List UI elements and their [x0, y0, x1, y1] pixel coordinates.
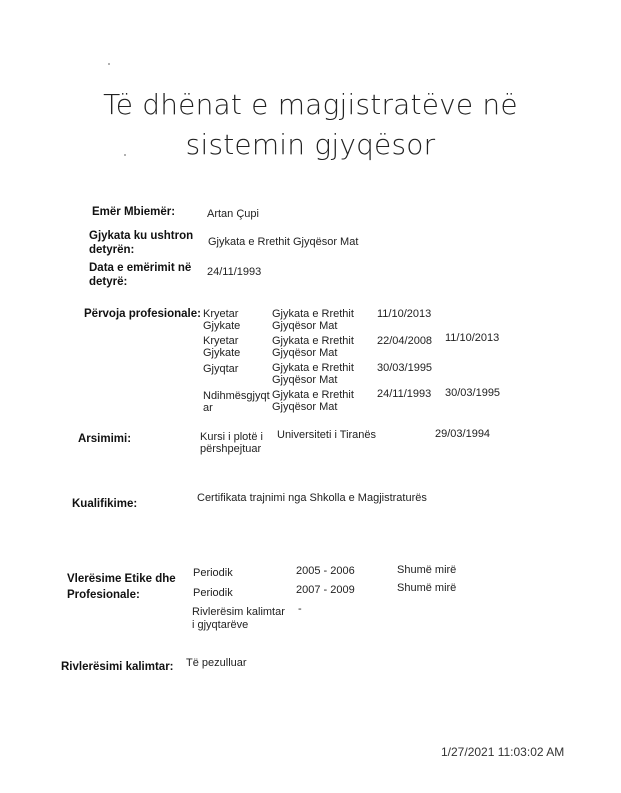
- qualifications-label: Kualifikime:: [72, 498, 138, 510]
- evaluation-period: 2007 - 2009: [296, 584, 355, 596]
- evaluation-period: 2005 - 2006: [296, 565, 355, 577]
- evaluation-type: Periodik: [193, 567, 233, 579]
- experience-from-date: 24/11/1993: [377, 388, 432, 400]
- education-institution: Universiteti i Tiranës: [277, 429, 377, 441]
- page-title-line-1: Të dhënat e magjistratëve në: [103, 88, 518, 121]
- experience-role-line-1: Gjyqtar: [203, 363, 239, 375]
- reevaluation-value: Të pezulluar: [186, 657, 247, 669]
- education-date: 29/03/1994: [435, 428, 491, 440]
- experience-role-line-2: Gjykate: [203, 347, 241, 359]
- education-label: Arsimimi:: [78, 433, 132, 445]
- name-label: Emër Mbiemër:: [92, 206, 176, 218]
- experience-role-line-2: ar: [203, 402, 213, 414]
- experience-role-line-1: Kryetar: [203, 308, 239, 320]
- page-title-line-2: sistemin gjyqësor: [185, 128, 436, 161]
- evaluation-grade: Shumë mirë: [397, 582, 457, 594]
- print-timestamp: 1/27/2021 11:03:02 AM: [441, 745, 565, 759]
- experience-court-line-2: Gjyqësor Mat: [272, 347, 338, 359]
- evaluation-grade: Shumë mirë: [397, 564, 457, 576]
- appointment-label-line-2: detyrë:: [89, 276, 128, 288]
- evaluations-label-line-2: Profesionale:: [67, 589, 140, 601]
- experience-role-line-1: Kryetar: [203, 335, 239, 347]
- reevaluation-type-line-2: i gjyqtarëve: [192, 619, 249, 631]
- experience-from-date: 30/03/1995: [377, 362, 433, 374]
- court-label-line-1: Gjykata ku ushtron: [89, 230, 194, 242]
- experience-court-line-1: Gjykata e Rrethit: [272, 362, 354, 374]
- evaluations-label-line-1: Vlerësime Etike dhe: [67, 573, 176, 585]
- experience-court-line-1: Gjykata e Rrethit: [272, 335, 354, 347]
- experience-court-line-1: Gjykata e Rrethit: [272, 389, 354, 401]
- education-course-line-1: Kursi i plotë i: [200, 431, 263, 443]
- experience-court-line-2: Gjyqësor Mat: [272, 374, 338, 386]
- name-value: Artan Çupi: [207, 208, 259, 220]
- experience-label: Përvoja profesionale:: [84, 308, 201, 320]
- experience-role-line-1: Ndihmësgjyqt: [203, 390, 270, 402]
- experience-role-line-2: Gjykate: [203, 320, 241, 332]
- education-course-line-2: përshpejtuar: [200, 443, 262, 455]
- appointment-label-line-1: Data e emërimit në: [89, 262, 192, 274]
- scan-speck: [108, 63, 110, 65]
- reevaluation-type-line-1: Rivlerësim kalimtar: [192, 606, 285, 618]
- qualifications-value: Certifikata trajnimi nga Shkolla e Magjistraturës: [197, 492, 427, 504]
- evaluation-type: Periodik: [193, 587, 233, 599]
- reevaluation-dash: -: [298, 603, 302, 615]
- reevaluation-label: Rivlerësimi kalimtar:: [61, 661, 174, 673]
- experience-court-line-1: Gjykata e Rrethit: [272, 308, 354, 320]
- experience-from-date: 11/10/2013: [377, 308, 432, 320]
- court-value: Gjykata e Rrethit Gjyqësor Mat: [208, 236, 359, 248]
- experience-to-date: 11/10/2013: [445, 332, 500, 344]
- experience-from-date: 22/04/2008: [377, 335, 433, 347]
- experience-to-date: 30/03/1995: [445, 387, 501, 399]
- experience-court-line-2: Gjyqësor Mat: [272, 320, 338, 332]
- appointment-value: 24/11/1993: [207, 266, 262, 278]
- court-label-line-2: detyrën:: [89, 244, 135, 256]
- experience-court-line-2: Gjyqësor Mat: [272, 401, 338, 413]
